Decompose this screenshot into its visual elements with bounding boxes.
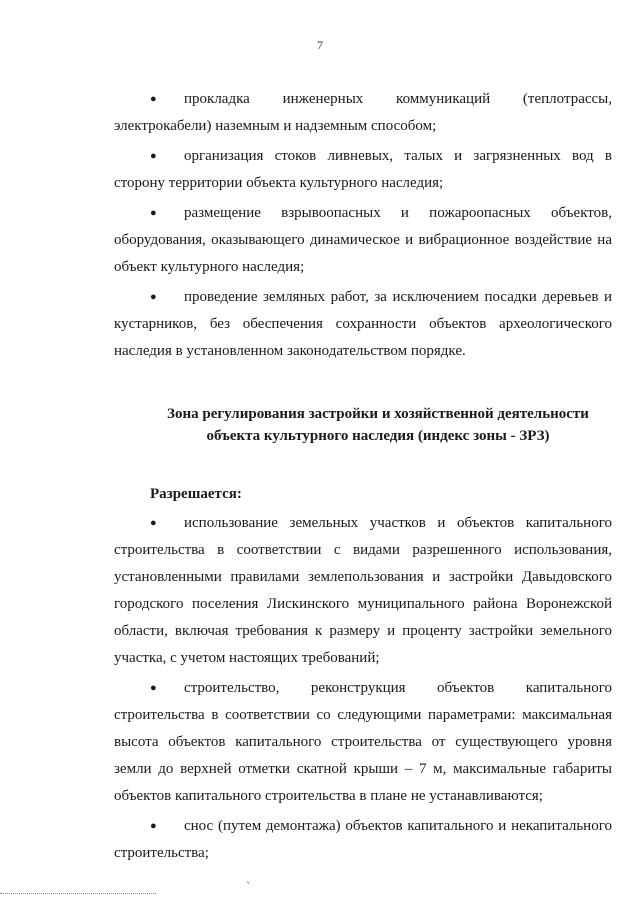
list-item: [114, 813, 612, 867]
list-item: [114, 284, 612, 365]
bullet-icon: ●: [150, 207, 157, 219]
list-item-text: организация стоков ливневых, талых и загрязненных вод в сторону территории объекта культурного наследия;: [114, 148, 612, 191]
list-item: [114, 200, 612, 281]
list-item-text: проведение земляных работ, за исключением посадки деревьев и кустарников, без обеспечения сохранности объектов археологического наследия в установленном законодательством порядке.: [114, 289, 612, 359]
page-number: 7: [317, 38, 323, 52]
section-heading-line1: Зона регулирования застройки и хозяйственной деятельности: [167, 406, 589, 422]
list-item: [114, 143, 612, 197]
list-item: [114, 675, 612, 810]
list-item-text: прокладка инженерных коммуникаций (теплотрассы, электрокабели) наземным и надземным способом;: [114, 91, 612, 134]
bullet-icon: ●: [150, 150, 157, 162]
document-body: [114, 86, 612, 870]
list-item: [114, 86, 612, 140]
footer-divider: [0, 893, 156, 894]
allowed-label: Разрешается:: [150, 486, 242, 502]
bullet-icon: ●: [150, 291, 157, 303]
section-heading-line2: объекта культурного наследия (индекс зоны - ЗРЗ): [206, 428, 550, 444]
list-item-text: использование земельных участков и объектов капитального строительства в соответствии с видами разрешенного использования, установленными правилами землепользования и застройки Давыдовского городского поселения Лискинского муниципального района Воронежской области, включая требования к размеру и проценту застройки земельного участка, с учетом настоящих требований;: [114, 515, 612, 666]
list-item-text: размещение взрывоопасных и пожароопасных объектов, оборудования, оказывающего динамическое и вибрационное воздействие на объект культурного наследия;: [114, 205, 612, 275]
section-heading: [114, 403, 612, 447]
footer-mark: ᵥ: [247, 875, 250, 885]
list-item: [114, 510, 612, 672]
bullet-icon: ●: [150, 682, 157, 694]
bullet-icon: ●: [150, 93, 157, 105]
bullet-icon: ●: [150, 517, 157, 529]
list-item-text: строительство, реконструкция объектов капитального строительства в соответствии со следующими параметрами: максимальная высота объектов капитального строительства от существующего уровня земли до верхней отметки скатной крыши – 7 м, максимальные габариты объектов капитального строительства в плане не устанавливаются;: [114, 680, 612, 804]
list-item-text: снос (путем демонтажа) объектов капитального и некапитального строительства;: [114, 818, 612, 861]
bullet-icon: ●: [150, 820, 157, 832]
